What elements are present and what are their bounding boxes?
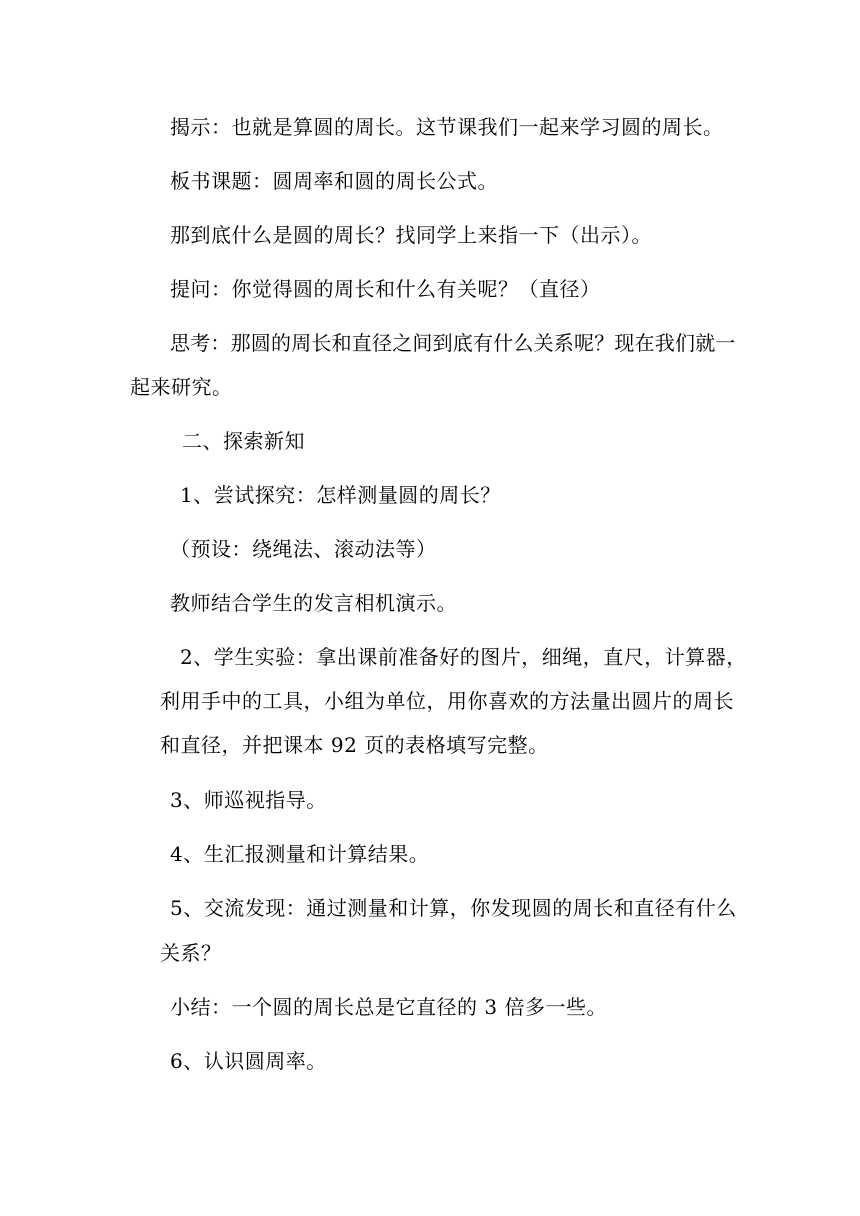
paragraph-think-continued: 起来研究。 <box>130 375 233 399</box>
list-item-6: 6、认识圆周率。 <box>170 1049 327 1073</box>
list-item-2-continued: 利用手中的工具，小组为单位，用你喜欢的方法量出圆片的周长 <box>160 689 734 713</box>
list-item-2: 2、学生实验：拿出课前准备好的图片，细绳，直尺，计算器， <box>180 645 747 669</box>
paragraph-teacher-demo: 教师结合学生的发言相机演示。 <box>170 591 457 615</box>
paragraph-reveal: 揭示：也就是算圆的周长。这节课我们一起来学习圆的周长。 <box>170 115 724 139</box>
list-item-2-continued-2: 和直径，并把课本 92 页的表格填写完整。 <box>160 733 549 757</box>
paragraph-think: 思考：那圆的周长和直径之间到底有什么关系呢？现在我们就一 <box>170 331 736 355</box>
list-item-3: 3、师巡视指导。 <box>170 788 327 812</box>
paragraph-summary: 小结：一个圆的周长总是它直径的 3 倍多一些。 <box>170 995 607 1019</box>
list-item-4: 4、生汇报测量和计算结果。 <box>170 842 430 866</box>
list-item-1: 1、尝试探究：怎样测量圆的周长？ <box>180 483 501 507</box>
paragraph-question: 提问：你觉得圆的周长和什么有关呢？（直径） <box>170 277 601 301</box>
paragraph-preset: （预设：绕绳法、滚动法等） <box>170 537 437 561</box>
paragraph-board-title: 板书课题：圆周率和圆的周长公式。 <box>170 169 498 193</box>
list-item-5-continued: 关系？ <box>160 941 222 965</box>
section-heading-explore: 二、探索新知 <box>182 429 305 453</box>
list-item-5: 5、交流发现：通过测量和计算，你发现圆的周长和直径有什么 <box>170 896 737 920</box>
paragraph-what-is-circumference: 那到底什么是圆的周长？找同学上来指一下（出示）。 <box>170 223 652 247</box>
